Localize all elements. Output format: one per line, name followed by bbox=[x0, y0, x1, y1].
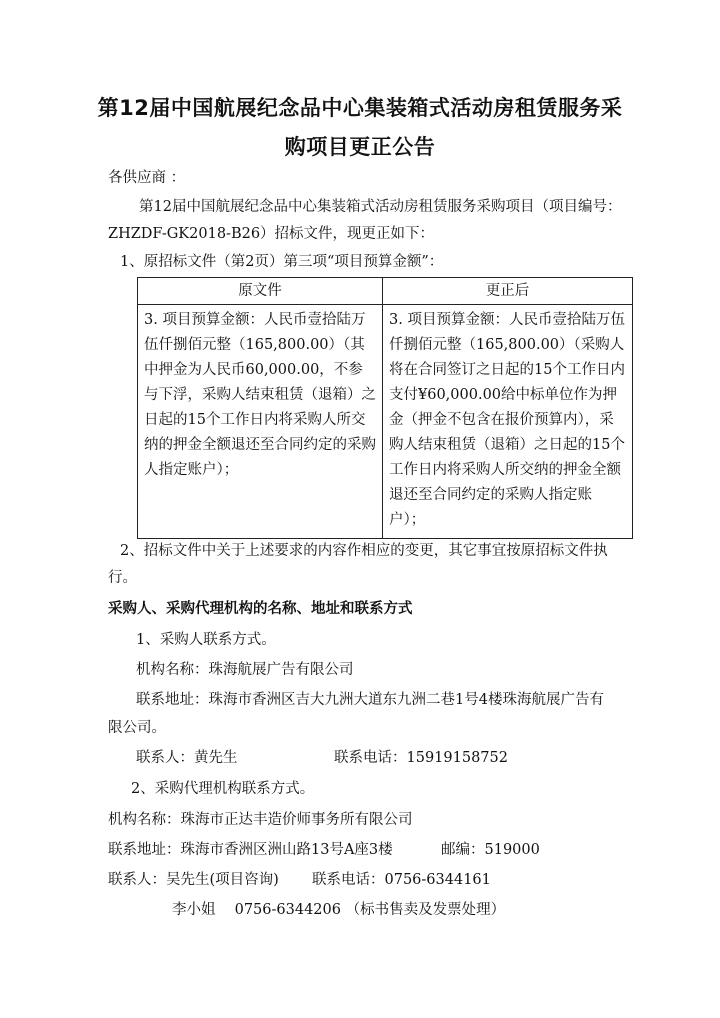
comparison-table bbox=[137, 277, 633, 539]
item2-line2: 行。 bbox=[108, 570, 137, 586]
purchaser-heading: 1、采购人联系方式。 bbox=[136, 632, 276, 648]
header-original: 原文件 bbox=[138, 278, 383, 305]
table-row bbox=[138, 305, 633, 539]
agency-postcode: 邮编：519000 bbox=[441, 842, 540, 858]
intro-line2: ZHZDF-GK2018-B26）招标文件，现更正如下： bbox=[108, 226, 435, 242]
header-corrected: 更正后 bbox=[383, 278, 633, 305]
corrected-cell bbox=[383, 305, 633, 539]
contact-section-heading: 采购人、采购代理机构的名称、地址和联系方式 bbox=[108, 601, 413, 617]
page-title-line2: 购项目更正公告 bbox=[284, 135, 436, 159]
agency-heading: 2、采购代理机构联系方式。 bbox=[131, 781, 315, 797]
agency-org: 机构名称：珠海市正达丰造价师事务所有限公司 bbox=[108, 812, 413, 828]
purchaser-contact-person: 联系人：黄先生 bbox=[136, 750, 238, 766]
agency-contact2: 李小姐 0756-6344206 （标书售卖及发票处理） bbox=[172, 902, 506, 918]
agency-phone1: 联系电话：0756-6344161 bbox=[312, 872, 491, 888]
original-text: 3. 项目预算金额：人民币壹拾陆万伍仟捌佰元整（165,800.00）（其中押金为人民币60,000.00，不参与下浮，采购人结束租赁（退箱）之日起的15个工作日内将采购人所交纳的押金全额退还至合同约定的采购人指定账户）； bbox=[144, 312, 376, 478]
page-title-line1: 第12届中国航展纪念品中心集装箱式活动房租赁服务采 bbox=[97, 96, 623, 120]
corrected-text: 3. 项目预算金额：人民币壹拾陆万伍仟捌佰元整（165,800.00）（采购人将在合同签订之日起的15个工作日内支付¥60,000.00给中标单位作为押金（押金不包含在报价预算内），采购人结束租赁（退箱）之日起的15个工作日内将采购人所交纳的押金全额退还至合同约定的采购人指定账户）； bbox=[389, 312, 625, 528]
agency-contact1: 联系人：吴先生(项目咨询) bbox=[108, 872, 279, 888]
table-header-row bbox=[138, 278, 633, 305]
purchaser-address-line2: 限公司。 bbox=[108, 720, 166, 736]
purchaser-contact-phone: 联系电话：15919158752 bbox=[334, 750, 508, 766]
item1-heading: 1、原招标文件（第2页）第三项“项目预算金额”： bbox=[120, 254, 444, 270]
intro-line1: 第12届中国航展纪念品中心集装箱式活动房租赁服务采购项目（项目编号： bbox=[139, 199, 622, 215]
purchaser-address-line1: 联系地址：珠海市香洲区吉大九洲大道东九洲二巷1号4楼珠海航展广告有 bbox=[136, 692, 604, 708]
salutation: 各供应商 ： bbox=[108, 170, 186, 186]
purchaser-org: 机构名称：珠海航展广告有限公司 bbox=[136, 662, 354, 678]
agency-address: 联系地址：珠海市香洲区洲山路13号A座3楼 bbox=[108, 842, 393, 858]
item2-line1: 2、招标文件中关于上述要求的内容作相应的变更，其它事宜按原招标文件执 bbox=[120, 543, 608, 559]
original-cell bbox=[138, 305, 383, 539]
